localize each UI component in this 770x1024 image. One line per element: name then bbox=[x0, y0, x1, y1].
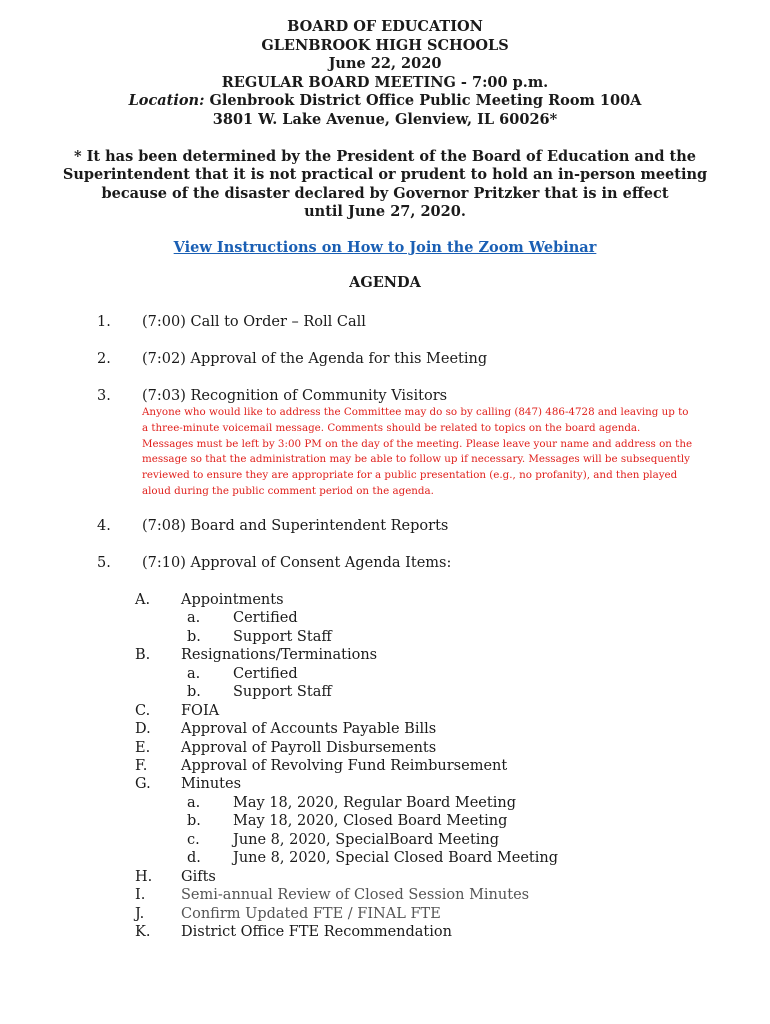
consent-letter: C. bbox=[135, 703, 151, 719]
item-number: 1. bbox=[97, 314, 111, 330]
consent-letter: G. bbox=[135, 776, 151, 792]
consent-letter: D. bbox=[135, 721, 151, 737]
meeting-location bbox=[0, 92, 770, 111]
item-text: (7:02) Approval of the Agenda for this Meeting bbox=[142, 351, 488, 367]
item-number: 5. bbox=[97, 555, 111, 571]
item-number: 2. bbox=[97, 351, 111, 367]
note-line: a three-minute voicemail message. Comments should be related to topics on the board agenda. bbox=[142, 421, 641, 434]
minutes-item: May 18, 2020, Regular Board Meeting bbox=[233, 795, 516, 811]
consent-item-minutes: Minutes bbox=[181, 776, 242, 792]
item-text: (7:08) Board and Superintendent Reports bbox=[142, 518, 449, 534]
notice-line: * It has been determined by the President of the Board of Education and the bbox=[73, 147, 697, 165]
notice-line: because of the disaster declared by Governor Pritzker that is in effect bbox=[101, 184, 669, 202]
location-text: Glenbrook District Office Public Meeting Room 100A bbox=[209, 92, 642, 110]
resignations-support-staff: Support Staff bbox=[233, 684, 332, 700]
consent-item-foia: FOIA bbox=[181, 703, 220, 719]
board-title: BOARD OF EDUCATION bbox=[287, 18, 483, 35]
consent-item-resignations: Resignations/Terminations bbox=[181, 647, 378, 663]
appointments-certified: Certified bbox=[233, 610, 298, 626]
item-text: (7:00) Call to Order – Roll Call bbox=[142, 314, 366, 330]
consent-item-appointments: Appointments bbox=[181, 592, 284, 608]
note-line: Anyone who would like to address the Committee may do so by calling (847) 486-4728 and leaving up to bbox=[142, 406, 689, 418]
consent-item-district-fte: District Office FTE Recommendation bbox=[181, 924, 452, 940]
disaster-notice bbox=[0, 148, 770, 222]
appointments-support-staff: Support Staff bbox=[233, 629, 332, 645]
consent-letter: H. bbox=[135, 869, 153, 885]
meeting-type: REGULAR BOARD MEETING - 7:00 p.m. bbox=[221, 73, 549, 91]
note-line: Messages must be left by 3:00 PM on the day of the meeting. Please leave your name and address on the bbox=[142, 437, 693, 450]
sub-letter: a. bbox=[187, 795, 201, 811]
meeting-address: 3801 W. Lake Avenue, Glenview, IL 60026* bbox=[212, 110, 558, 128]
note-line: aloud during the public comment period on the agenda. bbox=[142, 484, 434, 497]
note-line: message so that the administration may be able to follow up if necessary. Messages will be subsequently bbox=[142, 453, 690, 466]
zoom-instructions-link[interactable]: View Instructions on How to Join the Zoom Webinar bbox=[173, 238, 597, 256]
consent-letter: I. bbox=[135, 887, 146, 903]
document-header bbox=[0, 0, 770, 130]
consent-item-accounts-payable: Approval of Accounts Payable Bills bbox=[181, 721, 437, 737]
consent-item-revolving-fund: Approval of Revolving Fund Reimbursement bbox=[181, 758, 508, 774]
meeting-date: June 22, 2020 bbox=[328, 55, 442, 73]
visitor-comment-note bbox=[142, 405, 732, 500]
consent-letter: K. bbox=[135, 924, 151, 940]
consent-item-fte: Confirm Updated FTE / FINAL FTE bbox=[181, 906, 441, 922]
consent-item-payroll: Approval of Payroll Disbursements bbox=[181, 740, 437, 756]
consent-letter: A. bbox=[135, 592, 151, 608]
sub-letter: d. bbox=[187, 850, 201, 866]
consent-item-gifts: Gifts bbox=[181, 869, 216, 885]
consent-letter: J. bbox=[135, 906, 145, 922]
notice-line: until June 27, 2020. bbox=[304, 203, 466, 221]
sub-letter: a. bbox=[187, 666, 201, 682]
notice-line: Superintendent that it is not practical or prudent to hold an in-person meeting bbox=[62, 166, 708, 184]
note-line: reviewed to ensure they are appropriate for a public presentation (e.g., no profanity), and then played bbox=[142, 469, 678, 482]
minutes-item: June 8, 2020, SpecialBoard Meeting bbox=[233, 832, 500, 848]
item-number: 4. bbox=[97, 518, 111, 534]
sub-letter: a. bbox=[187, 610, 201, 626]
minutes-item: June 8, 2020, Special Closed Board Meeting bbox=[233, 850, 559, 866]
consent-letter: F. bbox=[135, 758, 148, 774]
sub-letter: c. bbox=[187, 832, 200, 848]
agenda-heading: AGENDA bbox=[349, 273, 421, 291]
sub-letter: b. bbox=[187, 813, 201, 829]
sub-letter: b. bbox=[187, 629, 201, 645]
consent-letter: B. bbox=[135, 647, 151, 663]
school-name: GLENBROOK HIGH SCHOOLS bbox=[261, 36, 509, 54]
sub-letter: b. bbox=[187, 684, 201, 700]
resignations-certified: Certified bbox=[233, 666, 298, 682]
minutes-item: May 18, 2020, Closed Board Meeting bbox=[233, 813, 508, 829]
location-label: Location: bbox=[128, 92, 205, 110]
consent-item-closed-session-review: Semi-annual Review of Closed Session Minutes bbox=[181, 887, 530, 903]
item-number: 3. bbox=[97, 388, 111, 404]
consent-letter: E. bbox=[135, 740, 151, 756]
item-text: (7:03) Recognition of Community Visitors bbox=[142, 388, 448, 404]
item-text: (7:10) Approval of Consent Agenda Items: bbox=[142, 555, 452, 571]
